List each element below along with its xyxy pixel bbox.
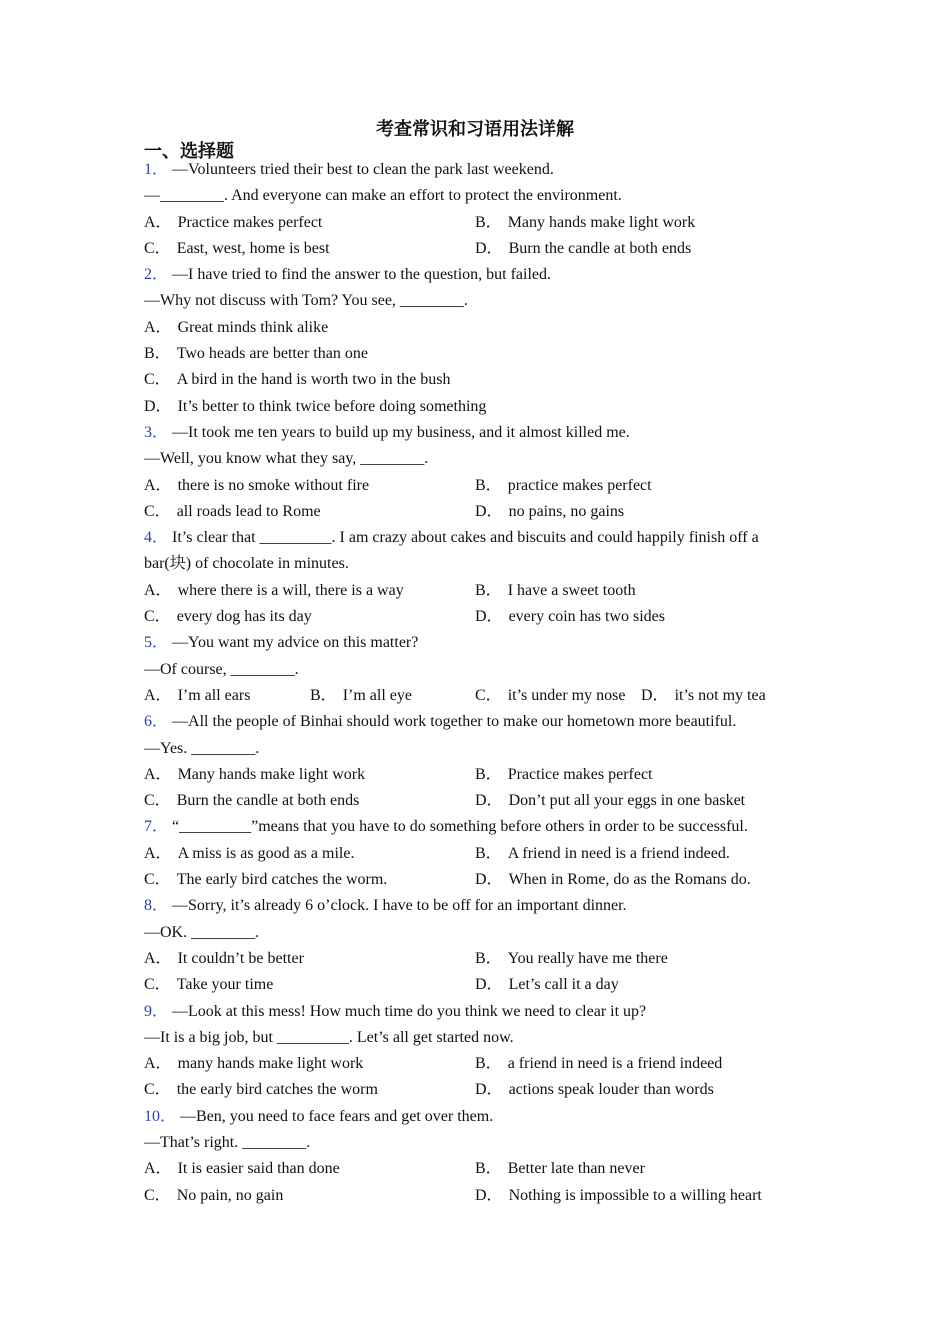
question-reply — [144, 183, 804, 209]
option-b[interactable] — [475, 950, 668, 967]
option-c[interactable] — [144, 1187, 283, 1204]
option-d[interactable] — [641, 683, 766, 709]
stem-text: —Yes. ________. — [144, 739, 260, 757]
option-label: A． — [144, 765, 172, 783]
option-cell — [475, 1051, 722, 1077]
option-label: A． — [144, 581, 172, 599]
option-cell — [475, 762, 653, 788]
option-cell — [475, 236, 691, 262]
option-label: D． — [475, 1186, 503, 1204]
option-label: B． — [475, 213, 502, 231]
option-label: B． — [475, 844, 502, 862]
option-label: D． — [475, 608, 503, 626]
option-label: C． — [144, 792, 171, 810]
option-c[interactable] — [475, 683, 625, 709]
option-row — [144, 1156, 804, 1182]
option-text: Burn the candle at both ends — [508, 239, 692, 257]
option-a[interactable] — [144, 477, 369, 494]
option-label: A． — [144, 686, 172, 704]
option-row — [144, 499, 804, 525]
option-label: A． — [144, 318, 172, 336]
option-label: A． — [144, 1160, 172, 1178]
stem-text: —You want my advice on this matter? — [172, 634, 419, 652]
option-b[interactable] — [310, 683, 412, 709]
option-a[interactable] — [144, 582, 404, 599]
option-row — [144, 1183, 804, 1209]
option-text: many hands make light work — [177, 1055, 364, 1073]
option-label: D． — [641, 686, 669, 704]
option-label: C． — [144, 1186, 171, 1204]
option-d[interactable] — [475, 976, 619, 993]
question-list — [144, 157, 804, 1209]
option-b[interactable] — [475, 582, 636, 599]
option-b[interactable] — [475, 1055, 722, 1072]
question-reply — [144, 920, 804, 946]
question-number: 4． — [144, 529, 169, 547]
question-stem — [144, 262, 804, 288]
option-text: I’m all eye — [342, 686, 412, 704]
option-label: C． — [144, 371, 171, 389]
option-a[interactable] — [144, 683, 250, 709]
option-cell — [144, 762, 475, 788]
option-text: where there is a will, there is a way — [177, 581, 404, 599]
option-d[interactable] — [475, 608, 665, 625]
section-heading: 一、选择题 — [144, 141, 234, 162]
option-cell — [475, 210, 695, 236]
question-stem — [144, 630, 804, 656]
stem-text: —It is a big job, but _________. Let’s all get started now. — [144, 1028, 514, 1046]
option-cell — [144, 578, 475, 604]
option-text: You really have me there — [507, 949, 668, 967]
option-cell — [475, 499, 624, 525]
option-text: A bird in the hand is worth two in the bush — [176, 371, 451, 389]
option-text: it’s under my nose — [507, 686, 626, 704]
option-text: all roads lead to Rome — [176, 502, 321, 520]
option-label: B． — [475, 476, 502, 494]
option-cell — [144, 972, 475, 998]
question-number: 9． — [144, 1002, 169, 1020]
option-text: When in Rome, do as the Romans do. — [508, 871, 751, 889]
option-text: Practice makes perfect — [507, 765, 653, 783]
question-stem — [144, 420, 804, 446]
option-cell — [144, 1156, 475, 1182]
option-cell — [475, 972, 619, 998]
option-c[interactable] — [144, 371, 450, 388]
option-row — [144, 210, 804, 236]
stem-text: —OK. ________. — [144, 923, 260, 941]
question-number: 1． — [144, 161, 169, 178]
option-cell — [144, 236, 475, 262]
option-label: C． — [144, 976, 171, 994]
question-number: 7． — [144, 818, 169, 836]
option-b[interactable] — [475, 845, 730, 862]
question-stem — [144, 157, 804, 183]
option-a[interactable] — [144, 1160, 340, 1177]
option-text: Don’t put all your eggs in one basket — [508, 792, 746, 810]
option-text: It couldn’t be better — [177, 949, 304, 967]
option-text: It’s better to think twice before doing something — [177, 397, 487, 415]
option-row — [144, 473, 804, 499]
option-c[interactable] — [144, 1081, 378, 1098]
option-cell — [144, 788, 475, 814]
option-text: Better late than never — [507, 1160, 645, 1178]
option-d[interactable] — [475, 503, 624, 520]
option-text: Many hands make light work — [177, 765, 366, 783]
option-label: D． — [475, 976, 503, 994]
option-label: D． — [475, 1081, 503, 1099]
stem-text: —________. And everyone can make an effort to protect the environment. — [144, 187, 622, 205]
option-c[interactable] — [144, 976, 273, 993]
option-text: A miss is as good as a mile. — [177, 844, 355, 862]
option-c[interactable] — [144, 503, 321, 520]
question-number: 8． — [144, 897, 169, 915]
option-label: D． — [144, 397, 172, 415]
option-label: A． — [144, 476, 172, 494]
option-row — [144, 762, 804, 788]
stem-text: “_________”means that you have to do something before others in order to be successful. — [172, 818, 748, 836]
option-row — [144, 946, 804, 972]
option-label: B． — [475, 1055, 502, 1073]
option-label: D． — [475, 792, 503, 810]
option-text: No pain, no gain — [176, 1186, 284, 1204]
option-label: C． — [144, 871, 171, 889]
stem-text: —Of course, ________. — [144, 660, 299, 678]
option-b[interactable] — [475, 766, 653, 783]
option-cell — [641, 683, 801, 709]
option-label: C． — [144, 608, 171, 626]
option-cell — [475, 683, 641, 709]
option-a[interactable] — [144, 766, 365, 783]
option-cell — [144, 604, 475, 630]
question-number: 3． — [144, 423, 169, 441]
option-cell — [144, 210, 475, 236]
option-b[interactable] — [475, 214, 695, 231]
option-row — [144, 683, 804, 709]
option-row — [144, 1077, 804, 1103]
stem-text: It’s clear that _________. I am crazy about cakes and biscuits and could happily finish off a bar(块) of chocolate in minutes. — [144, 529, 759, 573]
option-row — [144, 236, 804, 262]
option-text: A friend in need is a friend indeed. — [507, 844, 730, 862]
stem-text: —Sorry, it’s already 6 o’clock. I have to be off for an important dinner. — [172, 897, 627, 915]
option-text: every coin has two sides — [508, 608, 665, 626]
option-text: I have a sweet tooth — [507, 581, 636, 599]
option-row — [144, 604, 804, 630]
option-text: Many hands make light work — [507, 213, 696, 231]
option-cell — [475, 604, 665, 630]
option-cell — [475, 1156, 645, 1182]
option-b[interactable] — [144, 345, 368, 362]
option-row — [144, 867, 804, 893]
question-number: 6． — [144, 713, 169, 731]
option-c[interactable] — [144, 871, 387, 888]
option-cell — [144, 499, 475, 525]
option-d[interactable] — [475, 1187, 762, 1204]
option-label: C． — [144, 1081, 171, 1099]
option-row — [144, 1051, 804, 1077]
option-text: It is easier said than done — [177, 1160, 340, 1178]
question-reply — [144, 657, 804, 683]
option-a[interactable] — [144, 214, 322, 231]
option-row — [144, 578, 804, 604]
option-label: B． — [475, 949, 502, 967]
stem-text: —Well, you know what they say, ________. — [144, 450, 429, 468]
option-label: A． — [144, 844, 172, 862]
option-text: Great minds think alike — [177, 318, 329, 336]
question-stem — [144, 999, 804, 1025]
stem-text: —Ben, you need to face fears and get over them. — [180, 1107, 494, 1125]
option-text: Let’s call it a day — [508, 976, 619, 994]
option-a[interactable] — [144, 319, 328, 336]
option-label: B． — [475, 1160, 502, 1178]
option-row — [144, 972, 804, 998]
option-cell — [144, 1183, 475, 1209]
option-label: A． — [144, 213, 172, 231]
question-number: 2． — [144, 266, 169, 284]
option-text: Take your time — [176, 976, 274, 994]
option-d[interactable] — [475, 1081, 714, 1098]
option-c[interactable] — [144, 792, 359, 809]
option-label: D． — [475, 239, 503, 257]
option-cell — [144, 473, 475, 499]
option-row — [144, 394, 804, 420]
option-cell — [475, 946, 668, 972]
option-text: there is no smoke without fire — [177, 476, 370, 494]
option-d[interactable] — [144, 398, 486, 415]
option-text: every dog has its day — [176, 608, 312, 626]
option-cell — [310, 683, 475, 709]
option-c[interactable] — [144, 240, 330, 257]
stem-text: —Volunteers tried their best to clean the park last weekend. — [172, 161, 554, 178]
option-cell — [144, 1051, 475, 1077]
question-stem — [144, 709, 804, 735]
option-cell — [475, 578, 636, 604]
option-b[interactable] — [475, 1160, 645, 1177]
option-c[interactable] — [144, 608, 312, 625]
option-cell — [144, 946, 475, 972]
option-d[interactable] — [475, 792, 745, 809]
option-row — [144, 788, 804, 814]
option-label: C． — [144, 239, 171, 257]
question-stem — [144, 525, 804, 578]
option-label: B． — [475, 581, 502, 599]
stem-text: —It took me ten years to build up my business, and it almost killed me. — [172, 423, 630, 441]
option-cell — [144, 867, 475, 893]
option-text: Practice makes perfect — [177, 213, 323, 231]
option-cell — [144, 683, 310, 709]
option-b[interactable] — [475, 477, 652, 494]
stem-text: —Why not discuss with Tom? You see, ________. — [144, 292, 468, 310]
question-number: 10． — [144, 1107, 177, 1125]
option-label: D． — [475, 871, 503, 889]
option-label: B． — [144, 345, 171, 363]
option-cell — [475, 841, 730, 867]
option-text: Burn the candle at both ends — [176, 792, 360, 810]
option-text: actions speak louder than words — [508, 1081, 714, 1099]
option-label: B． — [310, 686, 337, 704]
option-cell — [475, 1183, 762, 1209]
question-stem — [144, 1104, 804, 1130]
option-d[interactable] — [475, 240, 691, 257]
option-a[interactable] — [144, 1055, 363, 1072]
question-stem — [144, 814, 804, 840]
option-row — [144, 341, 804, 367]
question-reply — [144, 446, 804, 472]
option-row — [144, 315, 804, 341]
option-row — [144, 841, 804, 867]
stem-text: —I have tried to find the answer to the question, but failed. — [172, 266, 552, 284]
stem-text: —That’s right. ________. — [144, 1133, 311, 1151]
option-cell — [144, 841, 475, 867]
option-label: C． — [144, 502, 171, 520]
option-text: Nothing is impossible to a willing heart — [508, 1186, 762, 1204]
question-reply — [144, 1130, 804, 1156]
option-label: D． — [475, 502, 503, 520]
option-d[interactable] — [475, 871, 751, 888]
question-stem — [144, 893, 804, 919]
option-a[interactable] — [144, 950, 304, 967]
option-text: I’m all ears — [177, 686, 251, 704]
option-label: A． — [144, 1055, 172, 1073]
question-reply — [144, 736, 804, 762]
option-cell — [475, 1077, 714, 1103]
option-cell — [475, 867, 751, 893]
option-text: no pains, no gains — [508, 502, 625, 520]
question-reply — [144, 1025, 804, 1051]
option-text: it’s not my tea — [674, 686, 766, 704]
stem-text: —Look at this mess! How much time do you think we need to clear it up? — [172, 1002, 647, 1020]
question-number: 5． — [144, 634, 169, 652]
option-label: B． — [475, 765, 502, 783]
stem-text: —All the people of Binhai should work together to make our hometown more beautiful. — [172, 713, 737, 731]
option-row — [144, 367, 804, 393]
option-text: the early bird catches the worm — [176, 1081, 378, 1099]
option-text: practice makes perfect — [507, 476, 652, 494]
option-label: A． — [144, 949, 172, 967]
option-cell — [144, 1077, 475, 1103]
option-cell — [475, 788, 745, 814]
question-reply — [144, 288, 804, 314]
option-label: C． — [475, 686, 502, 704]
option-cell — [475, 473, 652, 499]
option-text: The early bird catches the worm. — [176, 871, 388, 889]
option-text: East, west, home is best — [176, 239, 330, 257]
option-text: Two heads are better than one — [176, 345, 368, 363]
option-a[interactable] — [144, 845, 354, 862]
option-text: a friend in need is a friend indeed — [507, 1055, 723, 1073]
document-title: 考查常识和习语用法详解 — [376, 119, 574, 140]
